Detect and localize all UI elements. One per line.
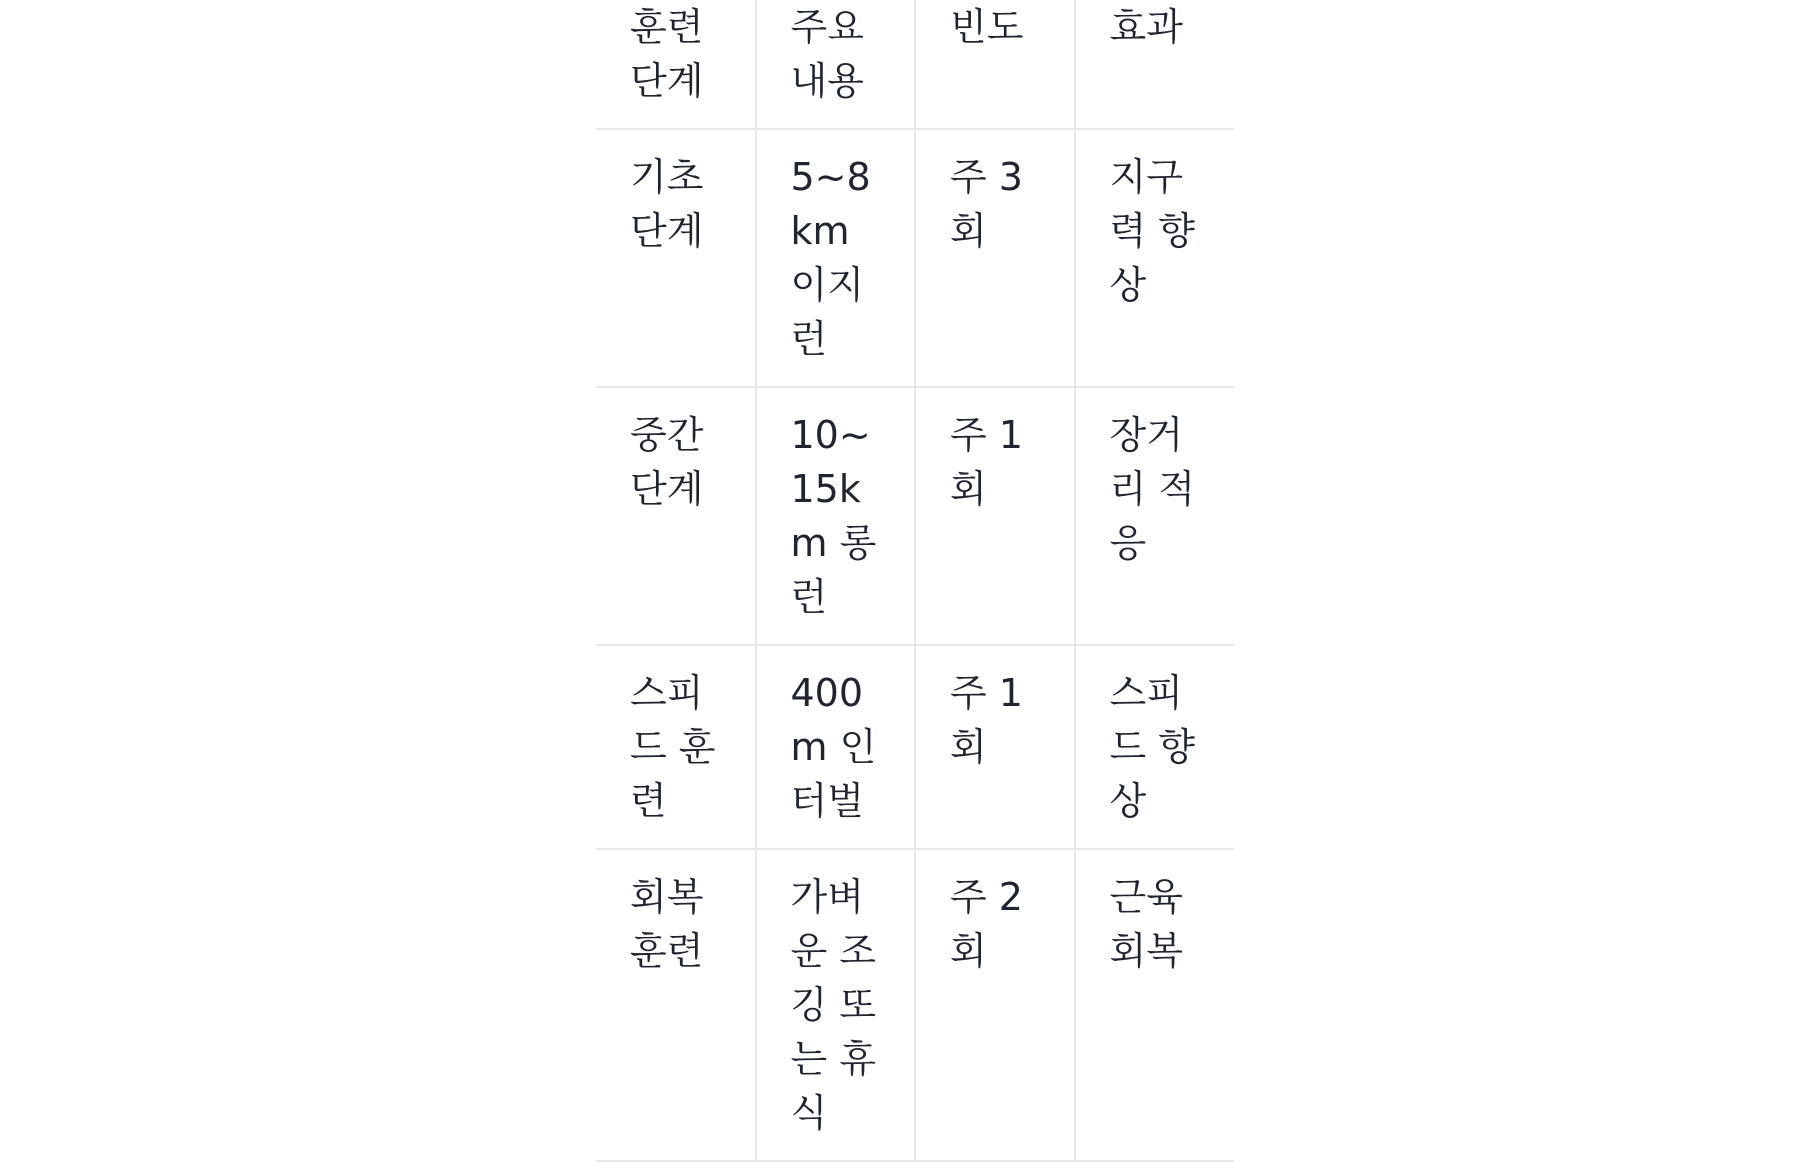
table-row [596, 645, 1234, 849]
cell-frequency: 주 3회 [915, 129, 1075, 387]
header-frequency: 빈도 [915, 0, 1075, 129]
table-row [596, 387, 1234, 645]
cell-stage: 스피드 훈련 [596, 645, 756, 849]
cell-content: 5~8 km 이지런 [756, 129, 916, 387]
training-table [596, 0, 1234, 1162]
cell-frequency: 주 2회 [915, 849, 1075, 1161]
cell-content: 가벼운 조깅 또는 휴식 [756, 849, 916, 1161]
header-effect: 효과 [1075, 0, 1235, 129]
table-row [596, 849, 1234, 1161]
cell-content: 10~15km 롱런 [756, 387, 916, 645]
cell-stage: 기초 단계 [596, 129, 756, 387]
table-header-row [596, 0, 1234, 129]
cell-stage: 회복 훈련 [596, 849, 756, 1161]
cell-effect: 근육 회복 [1075, 849, 1235, 1161]
table-row [596, 129, 1234, 387]
cell-content: 400m 인터벌 [756, 645, 916, 849]
header-content: 주요 내용 [756, 0, 916, 129]
cell-effect: 장거리 적응 [1075, 387, 1235, 645]
cell-effect: 스피드 향상 [1075, 645, 1235, 849]
cell-frequency: 주 1회 [915, 387, 1075, 645]
cell-frequency: 주 1회 [915, 645, 1075, 849]
cell-stage: 중간 단계 [596, 387, 756, 645]
cell-effect: 지구력 향상 [1075, 129, 1235, 387]
training-table-container [596, 0, 1234, 1162]
header-stage: 훈련 단계 [596, 0, 756, 129]
